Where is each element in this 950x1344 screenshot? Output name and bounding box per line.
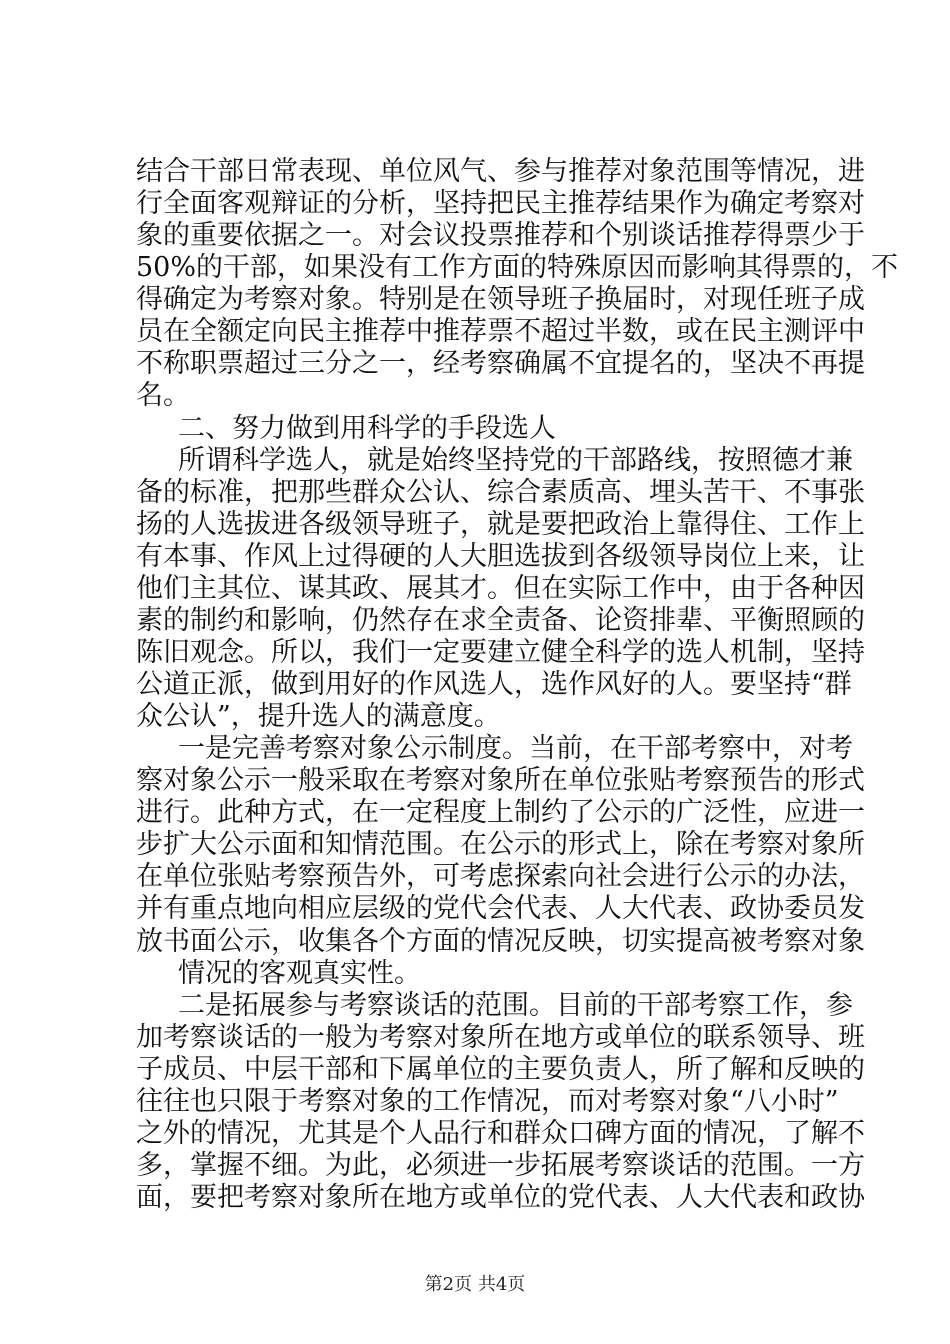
section-heading: 二、努力做到用科学的手段选人 [178,413,556,444]
paragraph-line: 所谓科学选人，就是始终坚持党的干部路线，按照德才兼 [178,445,853,476]
paragraph-line: 多，掌握不细。为此，必须进一步拓展考察谈话的范围。一方 [136,1150,865,1181]
paragraph-line: 二是拓展参与考察谈话的范围。目前的干部考察工作，参 [178,990,853,1021]
paragraph-line: 有本事、作风上过得硬的人大胆选拔到各级领导岗位上来，让 [136,541,865,572]
paragraph-line: 备的标准，把那些群众公认、综合素质高、埋头苦干、不事张 [136,477,865,508]
paragraph-line: 步扩大公示面和知情范围。在公示的形式上，除在考察对象所 [136,829,865,860]
paragraph-line: 结合干部日常表现、单位风气、参与推荐对象范围等情况，进 [136,156,865,187]
paragraph-line: 并有重点地向相应层级的党代会代表、人大代表、政协委员发 [136,893,865,924]
paragraph-line: 进行。此种方式，在一定程度上制约了公示的广泛性，应进一 [136,797,865,828]
paragraph-line: 在单位张贴考察预告外，可考虑探索向社会进行公示的办法， [136,861,865,892]
paragraph-line: 不称职票超过三分之一，经考察确属不宜提名的，坚决不再提 [136,348,865,379]
paragraph-line: 行全面客观辩证的分析，坚持把民主推荐结果作为确定考察对 [136,188,865,219]
paragraph-line: 察对象公示一般采取在考察对象所在单位张贴考察预告的形式 [136,765,865,796]
paragraph-line: 他们主其位、谋其政、展其才。但在实际工作中，由于各种因 [136,573,865,604]
paragraph-line: 公道正派，做到用好的作风选人，选作风好的人。要坚持“群 [136,669,852,700]
paragraph-line: 象的重要依据之一。对会议投票推荐和个别谈话推荐得票少于 [136,220,865,251]
paragraph-line: 子成员、中层干部和下属单位的主要负责人，所了解和反映的 [136,1054,865,1085]
paragraph-line: 往往也只限于考察对象的工作情况，而对考察对象“八小时” [136,1086,839,1117]
paragraph-line: 众公认”，提升选人的满意度。 [136,701,501,732]
paragraph-line: 加考察谈话的一般为考察对象所在地方或单位的联系领导、班 [136,1022,865,1053]
paragraph-line: 名。 [136,380,190,411]
paragraph-line: 情况的客观真实性。 [178,958,421,989]
paragraph-line: 之外的情况，尤其是个人品行和群众口碑方面的情况，了解不 [136,1118,865,1149]
paragraph-line: 扬的人选拔进各级领导班子，就是要把政治上靠得住、工作上 [136,509,865,540]
page-number: 第2页 共4页 [424,1274,526,1295]
paragraph-line: 放书面公示，收集各个方面的情况反映，切实提高被考察对象 [136,926,865,957]
paragraph-line: 面，要把考察对象所在地方或单位的党代表、人大代表和政协 [136,1182,865,1213]
paragraph-line: 陈旧观念。所以，我们一定要建立健全科学的选人机制，坚持 [136,637,865,668]
paragraph-line: 素的制约和影响，仍然存在求全责备、论资排辈、平衡照顾的 [136,605,865,636]
paragraph-line: 一是完善考察对象公示制度。当前，在干部考察中，对考 [178,733,853,764]
paragraph-line: 员在全额定向民主推荐中推荐票不超过半数，或在民主测评中 [136,316,865,347]
paragraph-line: 50%的干部，如果没有工作方面的特殊原因而影响其得票的，不 [136,252,899,283]
paragraph-line: 得确定为考察对象。特别是在领导班子换届时，对现任班子成 [136,284,865,315]
